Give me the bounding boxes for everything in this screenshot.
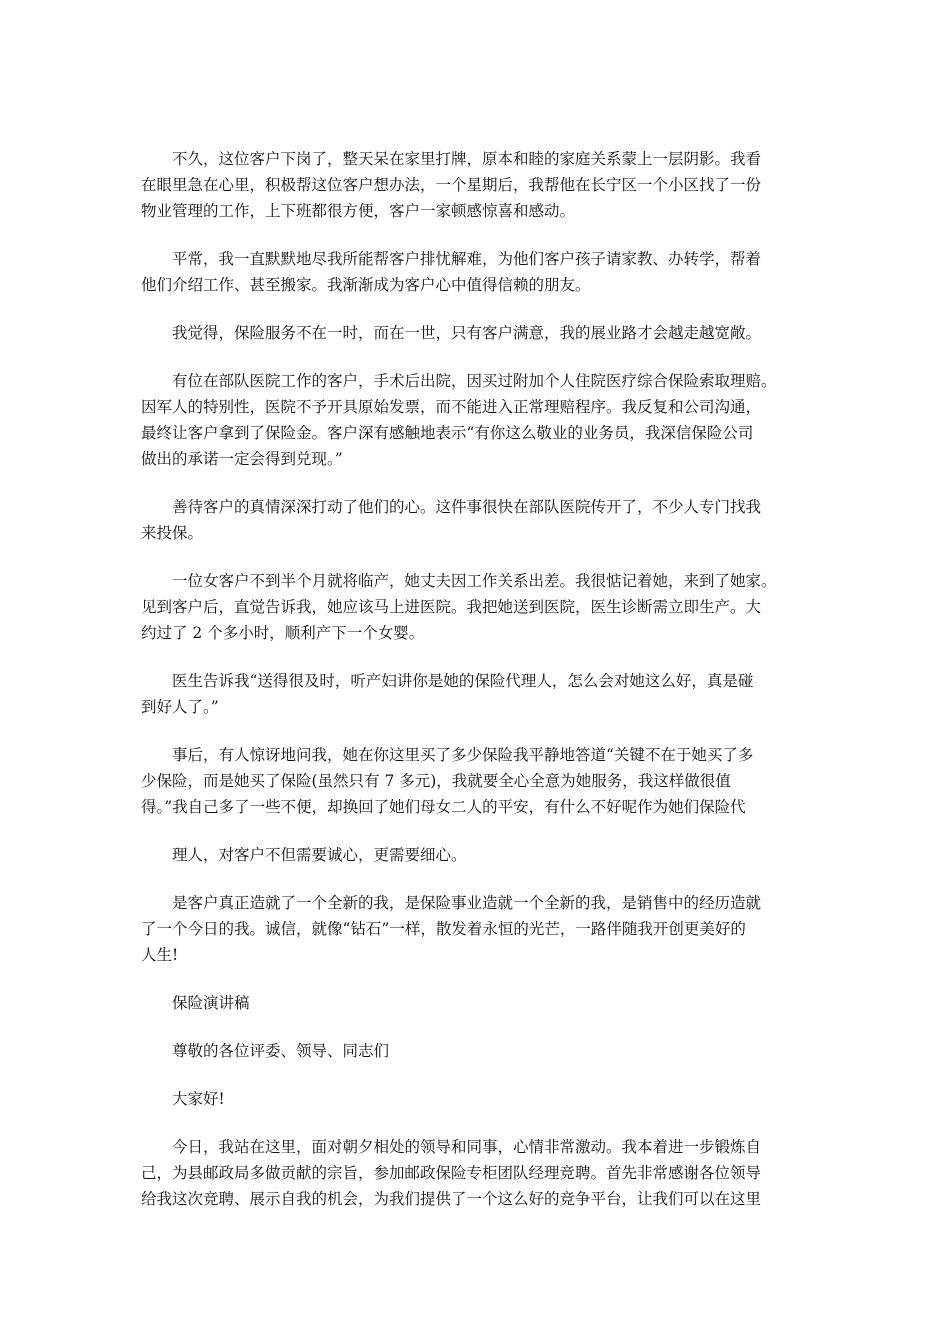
- paragraph-line: 是客户真正造就了一个全新的我，是保险事业造就一个全新的我，是销售中的经历造就: [172, 894, 762, 912]
- paragraph-line: 因军人的特别性，医院不予开具原始发票，而不能进入正常理赔程序。我反复和公司沟通，: [141, 398, 762, 416]
- paragraph-line: 平常，我一直默默地尽我所能帮客户排忧解难，为他们客户孩子请家教、办转学，帮着: [172, 250, 762, 268]
- paragraph-line: 得。”我自己多了一些不便，却换回了她们母女二人的平安，有什么不好呢作为她们保险代: [141, 798, 746, 816]
- paragraph-line: 人生!: [141, 946, 179, 964]
- paragraph: [141, 368, 811, 472]
- paragraph: [141, 742, 811, 820]
- paragraph: [141, 1086, 811, 1112]
- paragraph-line: 己，为县邮政局多做贡献的宗旨，参加邮政保险专柜团队经理竞聘。首先非常感谢各位领导: [141, 1164, 762, 1182]
- paragraph-line: 在眼里急在心里，积极帮这位客户想办法，一个星期后，我帮他在长宁区一个小区找了一份: [141, 176, 762, 194]
- paragraph: [141, 890, 811, 968]
- paragraph-line: 一位女客户不到半个月就将临产，她丈夫因工作关系出差。我很惦记着她，来到了她家。: [172, 572, 777, 590]
- paragraph-line: 到好人了。”: [141, 698, 219, 716]
- paragraph-line: 善待客户的真情深深打动了他们的心。这件事很快在部队医院传开了，不少人专门找我: [172, 498, 762, 516]
- paragraph: [141, 146, 811, 224]
- paragraph-line: 了一个今日的我。诚信，就像“钻石”一样，散发着永恒的光芒，一路伴随我开创更美好的: [141, 920, 746, 938]
- paragraph-line: 大家好!: [172, 1090, 225, 1108]
- paragraph: [141, 246, 811, 298]
- document-body: [141, 146, 811, 1234]
- paragraph-line: 来投保。: [141, 524, 204, 542]
- paragraph-line: 尊敬的各位评委、领导、同志们: [172, 1042, 390, 1060]
- paragraph: [141, 1038, 811, 1064]
- paragraph-line: 理人，对客户不但需要诚心，更需要细心。: [172, 846, 467, 864]
- paragraph-line: 物业管理的工作，上下班都很方便，客户一家顿感惊喜和感动。: [141, 202, 576, 220]
- paragraph: [141, 494, 811, 546]
- paragraph: [141, 842, 811, 868]
- paragraph-line: 有位在部队医院工作的客户，手术后出院，因买过附加个人住院医疗综合保险索取理赔。: [172, 372, 777, 390]
- paragraph-line: 约过了 2 个多小时，顺利产下一个女婴。: [141, 624, 425, 642]
- paragraph-line: 做出的承诺一定会得到兑现。”: [141, 450, 343, 468]
- paragraph: [141, 668, 811, 720]
- paragraph: [141, 320, 811, 346]
- paragraph-line: 最终让客户拿到了保险金。客户深有感触地表示“有你这么敬业的业务员，我深信保险公司: [141, 424, 754, 442]
- paragraph: [141, 990, 811, 1016]
- paragraph-line: 今日，我站在这里，面对朝夕相处的领导和同事，心情非常激动。我本着进一步锻炼自: [172, 1138, 762, 1156]
- paragraph-line: 事后，有人惊讶地问我，她在你这里买了多少保险我平静地答道“关键不在于她买了多: [172, 746, 754, 764]
- paragraph-line: 给我这次竞聘、展示自我的机会，为我们提供了一个这么好的竞争平台，让我们可以在这里: [141, 1190, 762, 1208]
- paragraph-line: 见到客户后，直觉告诉我，她应该马上进医院。我把她送到医院，医生诊断需立即生产。大: [141, 598, 762, 616]
- paragraph-line: 医生告诉我“送得很及时，听产妇讲你是她的保险代理人，怎么会对她这么好，真是碰: [172, 672, 754, 690]
- paragraph-line: 保险演讲稿: [172, 994, 250, 1012]
- paragraph-line: 少保险，而是她买了保险(虽然只有 7 多元)，我就要全心全意为她服务，我这样做很值: [141, 772, 731, 790]
- paragraph: [141, 1134, 811, 1212]
- paragraph: [141, 568, 811, 646]
- paragraph-line: 他们介绍工作、甚至搬家。我渐渐成为客户心中值得信赖的朋友。: [141, 276, 591, 294]
- paragraph-line: 不久，这位客户下岗了，整天呆在家里打牌，原本和睦的家庭关系蒙上一层阴影。我看: [172, 150, 762, 168]
- paragraph-line: 我觉得，保险服务不在一时，而在一世，只有客户满意，我的展业路才会越走越宽敞。: [172, 324, 762, 342]
